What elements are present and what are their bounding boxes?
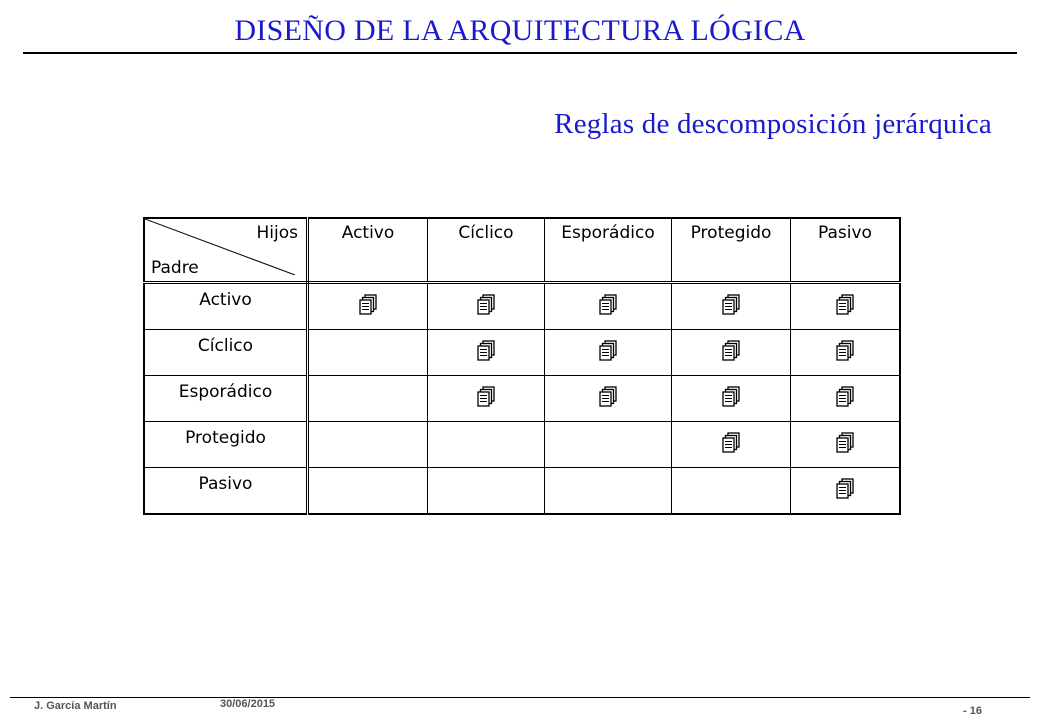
table-cell xyxy=(545,422,672,468)
table-cell xyxy=(791,330,901,376)
title-divider xyxy=(23,52,1017,54)
table-cell xyxy=(428,330,545,376)
footer-date: 30/06/2015 xyxy=(220,698,276,710)
document-stack-icon xyxy=(477,346,495,366)
column-header: Protegido xyxy=(672,218,791,283)
table-row xyxy=(144,283,900,330)
table-cell xyxy=(791,468,901,515)
table-cell xyxy=(428,468,545,515)
decomposition-rules-table xyxy=(143,217,901,515)
table-cell xyxy=(308,376,428,422)
document-stack-icon xyxy=(599,392,617,412)
document-stack-icon xyxy=(836,484,854,504)
footer-divider xyxy=(10,697,1030,698)
row-header: Protegido xyxy=(144,422,308,468)
row-header: Cíclico xyxy=(144,330,308,376)
document-stack-icon xyxy=(722,392,740,412)
table-cell xyxy=(545,468,672,515)
corner-label-padre: Padre xyxy=(151,258,199,278)
table-cell xyxy=(545,283,672,330)
document-stack-icon xyxy=(722,300,740,320)
row-header: Pasivo xyxy=(144,468,308,515)
column-header: Cíclico xyxy=(428,218,545,283)
footer-page-number: - 16 xyxy=(963,705,982,717)
document-stack-icon xyxy=(599,300,617,320)
table-cell xyxy=(672,330,791,376)
table-cell xyxy=(308,422,428,468)
table-row xyxy=(144,376,900,422)
table-row xyxy=(144,330,900,376)
column-header: Esporádico xyxy=(545,218,672,283)
column-header: Pasivo xyxy=(791,218,901,283)
corner-label-hijos: Hijos xyxy=(256,223,298,243)
table-cell xyxy=(672,283,791,330)
table-cell xyxy=(545,330,672,376)
table-cell xyxy=(672,422,791,468)
table-cell xyxy=(308,283,428,330)
table-header-row xyxy=(144,218,900,283)
table-cell xyxy=(791,283,901,330)
document-stack-icon xyxy=(359,300,377,320)
table-cell xyxy=(428,283,545,330)
column-header: Activo xyxy=(308,218,428,283)
document-stack-icon xyxy=(836,300,854,320)
document-stack-icon xyxy=(599,346,617,366)
table-corner-cell xyxy=(144,218,308,283)
document-stack-icon xyxy=(722,346,740,366)
table-cell xyxy=(545,376,672,422)
document-stack-icon xyxy=(477,300,495,320)
document-stack-icon xyxy=(836,438,854,458)
table-row xyxy=(144,468,900,515)
document-stack-icon xyxy=(722,438,740,458)
row-header: Activo xyxy=(144,283,308,330)
table-cell xyxy=(791,422,901,468)
document-stack-icon xyxy=(836,346,854,366)
table-cell xyxy=(672,376,791,422)
table-cell xyxy=(672,468,791,515)
table-cell xyxy=(428,376,545,422)
table-cell xyxy=(791,376,901,422)
table-cell xyxy=(308,468,428,515)
footer-author: J. García Martín xyxy=(34,700,117,712)
document-stack-icon xyxy=(477,392,495,412)
table-cell xyxy=(428,422,545,468)
row-header: Esporádico xyxy=(144,376,308,422)
document-stack-icon xyxy=(836,392,854,412)
table-cell xyxy=(308,330,428,376)
slide-title: DISEÑO DE LA ARQUITECTURA LÓGICA xyxy=(234,14,806,47)
table-row xyxy=(144,422,900,468)
slide-subtitle: Reglas de descomposición jerárquica xyxy=(554,108,992,140)
